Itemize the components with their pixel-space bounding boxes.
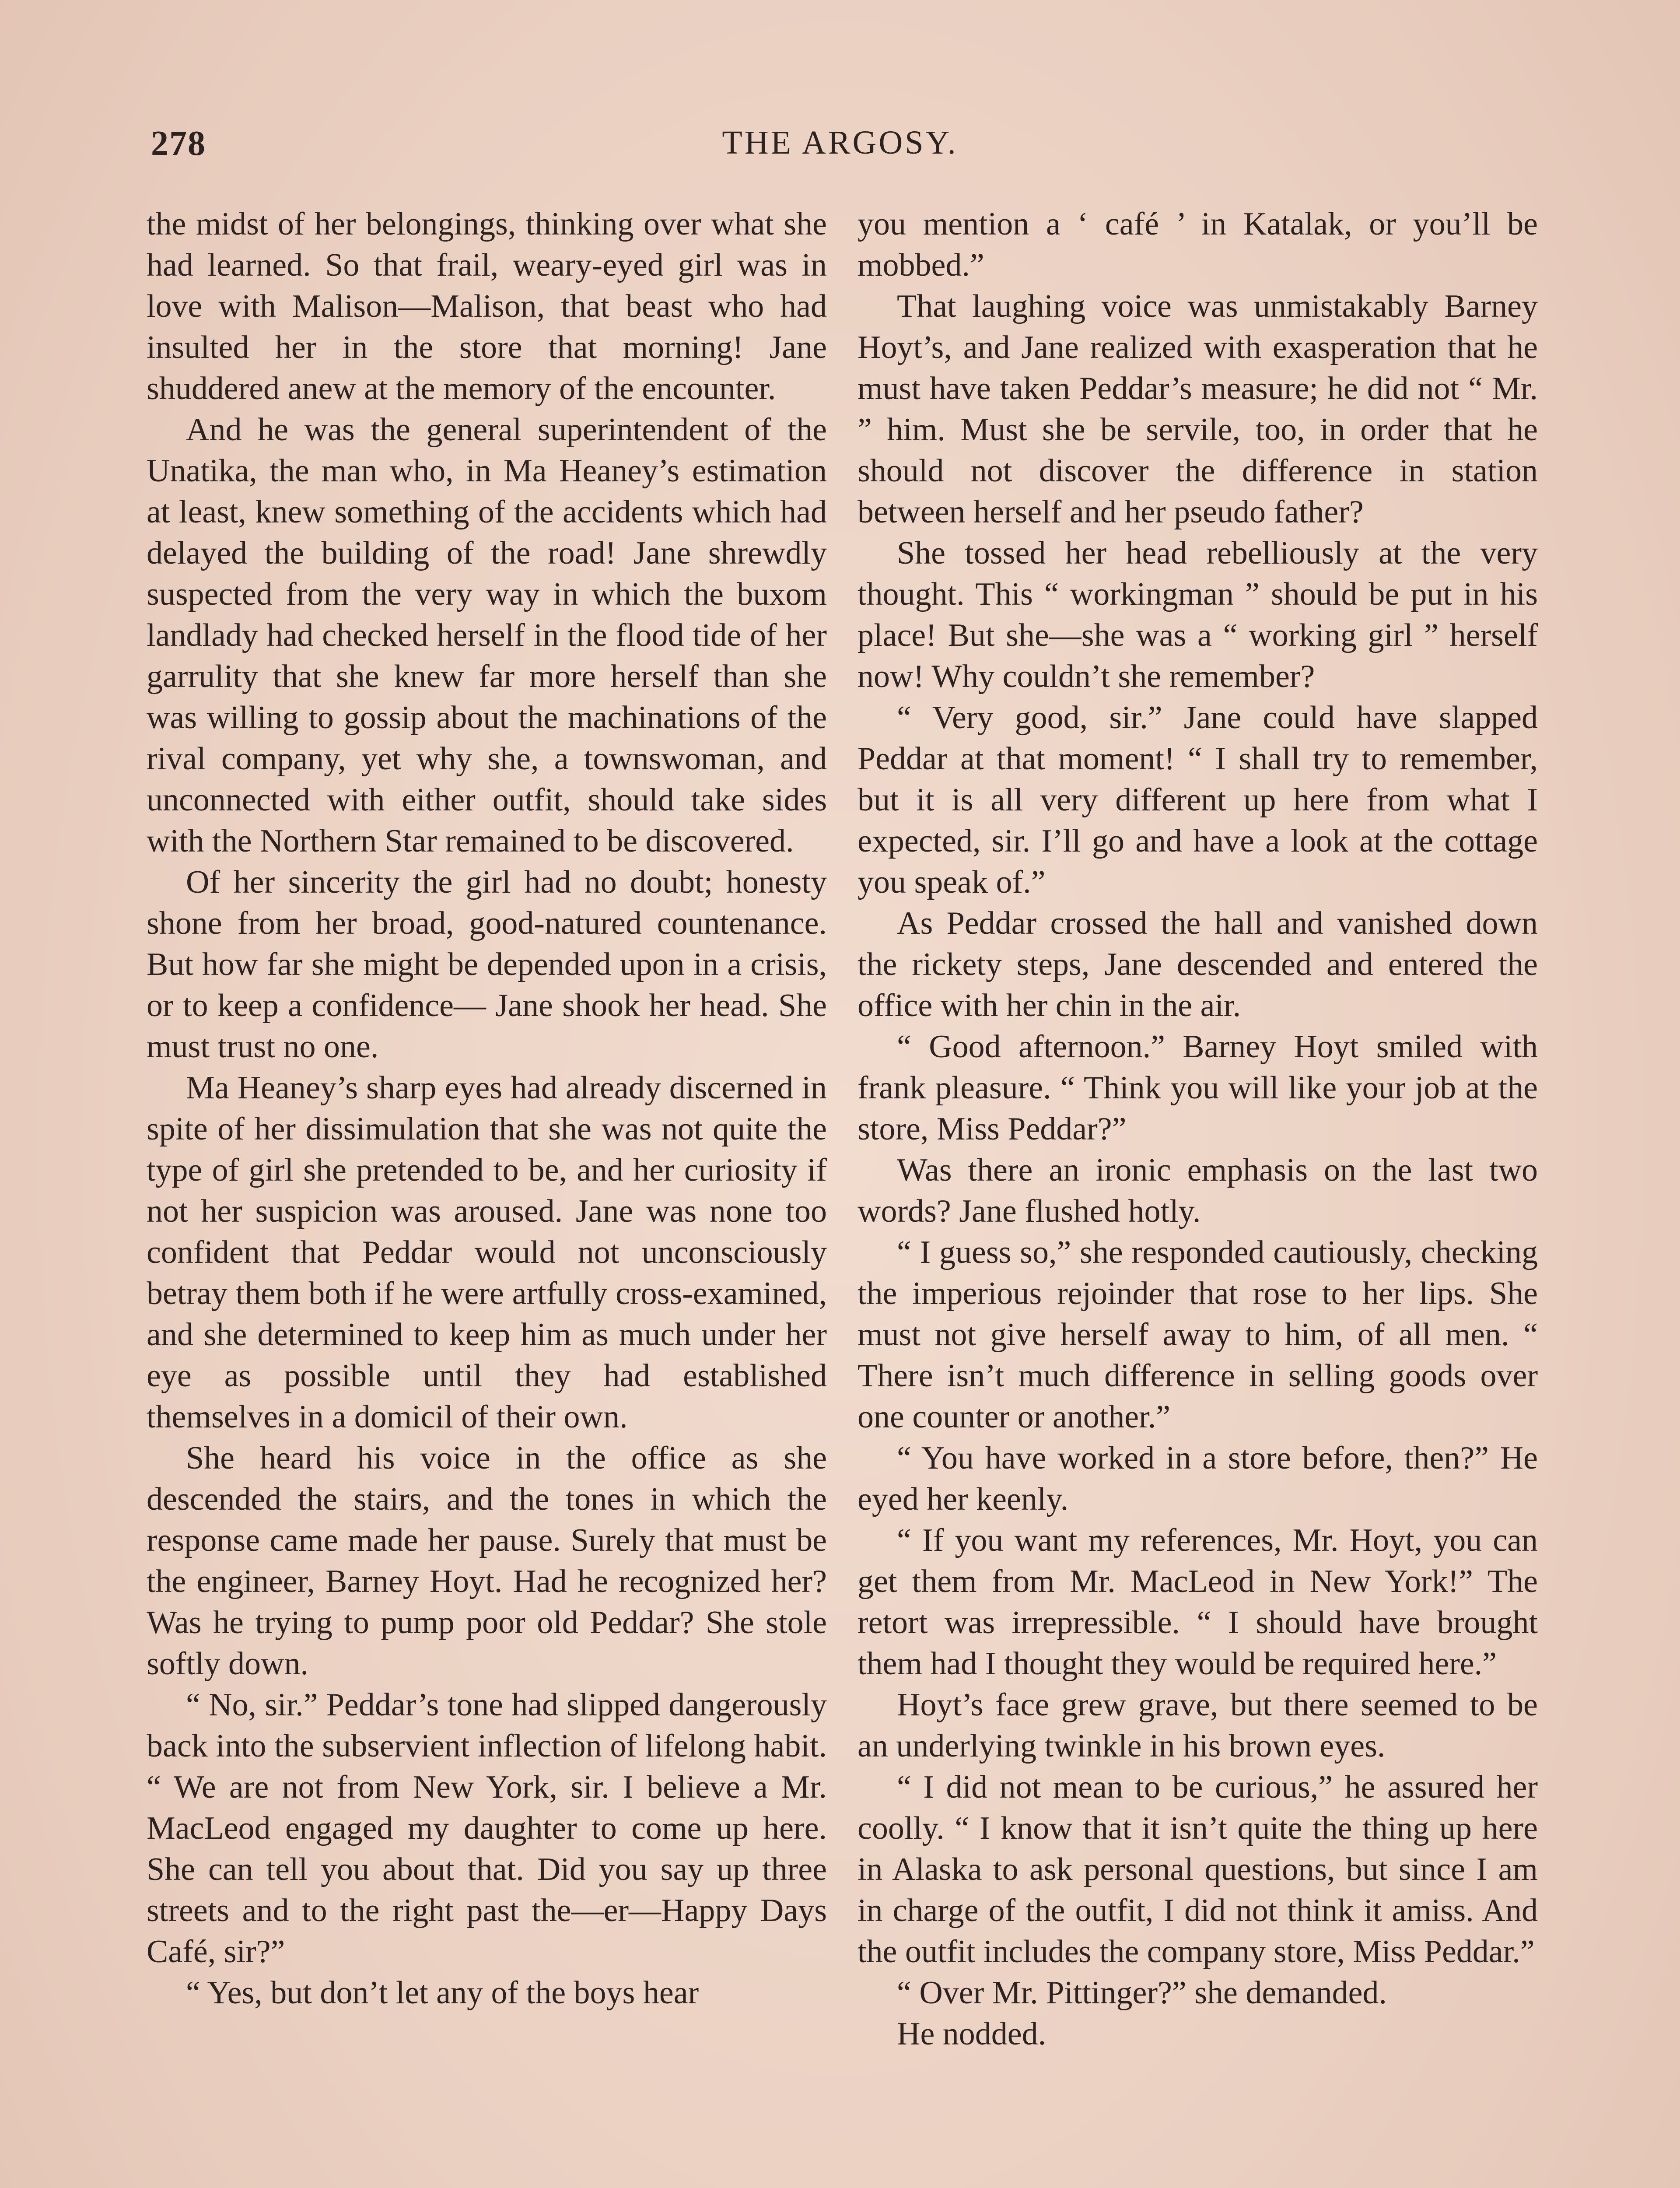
paragraph: “ I did not mean to be curious,” he assured her coolly. “ I know that it isn’t quite the thing up here in Alaska to ask personal questions, but since I am in charge of the outfit, I did not think it amiss. And the outfit includes the company store, Miss Peddar.” — [858, 1769, 1538, 1970]
running-head: THE ARGOSY. — [722, 124, 958, 161]
paragraph: Was there an ironic emphasis on the last two words? Jane flushed hotly. — [858, 1152, 1538, 1229]
paragraph: “ Over Mr. Pittinger?” she demanded. — [897, 1975, 1387, 2011]
paragraph: And he was the general superintendent of the Unatika, the man who, in Ma Heaney’s estimation at least, knew something of the accidents which had delayed the building of the road! Jane shrewdly suspected from the very way in which the buxom landlady had checked herself in the flood tide of her garrulity that she knew far more herself than she was willing to gossip about the machinations of the rival company, yet why she, a townswoman, and unconnected with either outfit, should take sides with the Northern Star remained to be discovered. — [147, 412, 827, 859]
paragraph: the midst of her belongings, thinking over what she had learned. So that frail, weary-eyed girl was in love with Malison—Malison, that beast who had insulted her in the store that morning! Jane shuddered anew at the memory of the encounter. — [147, 206, 827, 407]
paragraph: Of her sincerity the girl had no doubt; honesty shone from her broad, good-natured countenance. But how far she might be depended upon in a crisis, or to keep a confidence— Jane shook her head. She must trust no one. — [147, 864, 827, 1065]
paragraph: Hoyt’s face grew grave, but there seemed to be an underlying twinkle in his brown eyes. — [858, 1687, 1538, 1764]
left-column — [147, 203, 827, 2013]
paragraph: “ I guess so,” she responded cautiously, checking the imperious rejoinder that rose to her lips. She must not give herself away to him, of all men. “ There isn’t much difference in selling goods over one counter or another.” — [858, 1234, 1538, 1435]
paragraph: “ No, sir.” Peddar’s tone had slipped dangerously back into the subservient inflection of lifelong habit. “ We are not from New York, sir. I believe a Mr. MacLeod engaged my daughter to come up here. She can tell you about that. Did you say up three streets and to the right past the—er—Happy Days Café, sir?” — [147, 1687, 827, 1970]
paragraph: She heard his voice in the office as she descended the stairs, and the tones in which the response came made her pause. Surely that must be the engineer, Barney Hoyt. Had he recognized her? Was he trying to pump poor old Peddar? She stole softly down. — [147, 1440, 827, 1682]
paragraph: “ You have worked in a store before, then?” He eyed her keenly. — [858, 1440, 1538, 1517]
page-header — [0, 124, 1680, 172]
paragraph: “ Good afternoon.” Barney Hoyt smiled with frank pleasure. “ Think you will like your job at the store, Miss Peddar?” — [858, 1029, 1538, 1147]
page-number: 278 — [151, 124, 206, 163]
right-column — [858, 203, 1538, 2055]
paragraph: He nodded. — [897, 2016, 1046, 2052]
paragraph: “ Yes, but don’t let any of the boys hear — [186, 1975, 699, 2011]
paragraph: “ Very good, sir.” Jane could have slapped Peddar at that moment! “ I shall try to remember, but it is all very different up here from what I expected, sir. I’ll go and have a look at the cottage you speak of.” — [858, 700, 1538, 900]
paragraph: That laughing voice was unmistakably Barney Hoyt’s, and Jane realized with exasperation that he must have taken Peddar’s measure; he did not “ Mr. ” him. Must she be servile, too, in order that he should not discover the difference in station between herself and her pseudo father? — [858, 288, 1538, 530]
paragraph: She tossed her head rebelliously at the very thought. This “ workingman ” should be put in his place! But she—she was a “ working girl ” herself now! Why couldn’t she remember? — [858, 535, 1538, 694]
paragraph: Ma Heaney’s sharp eyes had already discerned in spite of her dissimulation that she was not quite the type of girl she pretended to be, and her curiosity if not her suspicion was aroused. Jane was none too confident that Peddar would not unconsciously betray them both if he were artfully cross-examined, and she determined to keep him as much under her eye as possible until they had established themselves in a domicil of their own. — [147, 1070, 827, 1435]
paragraph: As Peddar crossed the hall and vanished down the rickety steps, Jane descended and entered the office with her chin in the air. — [858, 905, 1538, 1024]
paragraph: you mention a ‘ café ’ in Katalak, or you’ll be mobbed.” — [858, 206, 1538, 283]
paragraph: “ If you want my references, Mr. Hoyt, you can get them from Mr. MacLeod in New York!” The retort was irrepressible. “ I should have brought them had I thought they would be required here.” — [858, 1522, 1538, 1682]
